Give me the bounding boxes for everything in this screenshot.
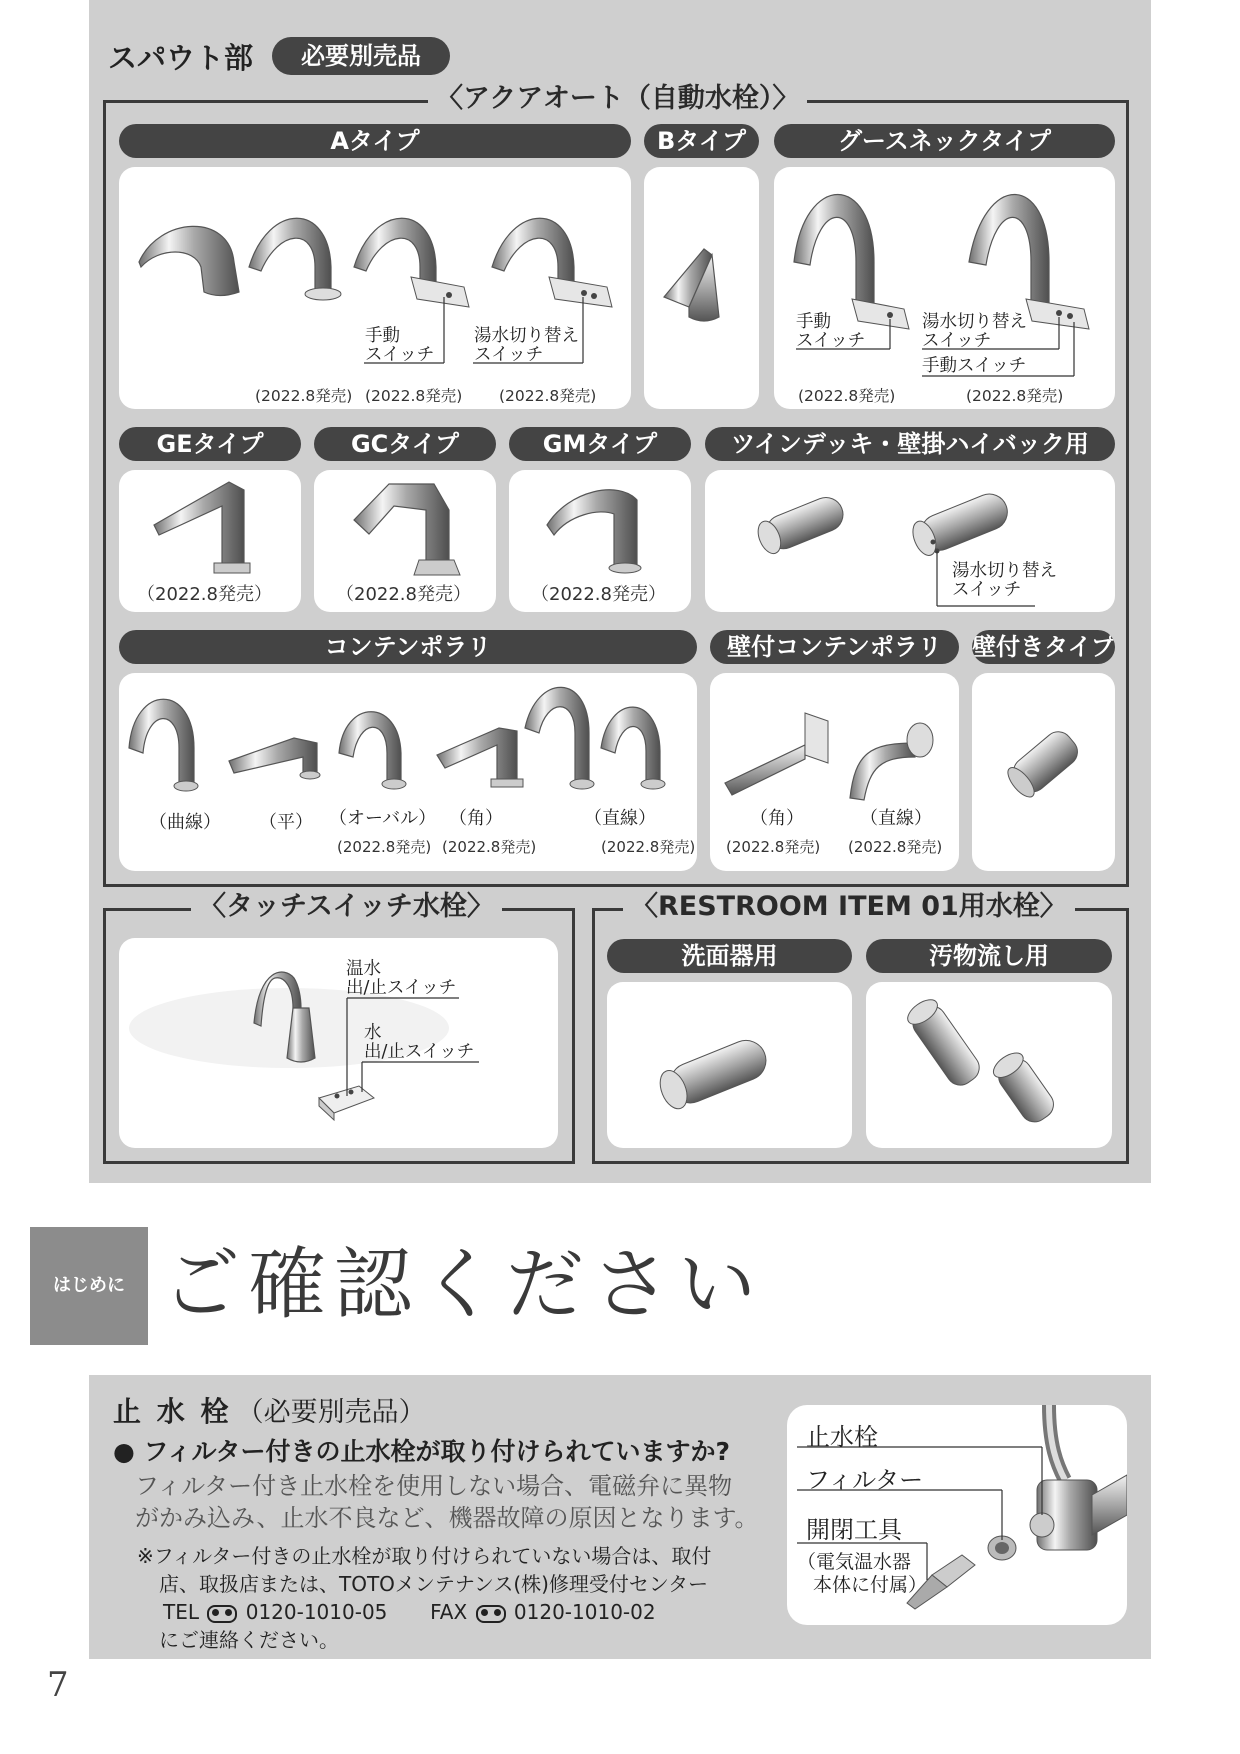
stopcock-title-note: （必要別売品） [236, 1397, 426, 1428]
release-date: (2022.8発売) [337, 838, 432, 856]
stopcock-contact: にご連絡ください。 [159, 1628, 339, 1652]
release-date: （2022.8発売） [336, 584, 471, 605]
manual-switch-label: スイッチ [365, 345, 435, 365]
washbasin-faucet [607, 982, 852, 1148]
manual-switch-label: 手動 [796, 312, 831, 332]
release-date: (2022.8発売) [798, 387, 896, 405]
release-date: （2022.8発売） [531, 584, 666, 605]
b-type-panel [644, 167, 759, 409]
release-date: (2022.8発売) [601, 838, 696, 856]
section-tag: はじめに [30, 1227, 148, 1345]
release-date: (2022.8発売) [255, 387, 353, 405]
page-heading: ご確認ください [162, 1240, 765, 1330]
release-date: (2022.8発売) [442, 838, 537, 856]
free-dial-icon [207, 1605, 237, 1623]
wall-contemporary-panel [710, 673, 959, 871]
touch-faucet [119, 938, 558, 1148]
contemporary-straight-label: （直線） [584, 808, 656, 829]
tel-label: TEL [163, 1600, 199, 1624]
b-type-faucet [644, 167, 759, 409]
tab-twin-deck: ツインデッキ・壁掛ハイバック用 [705, 427, 1115, 461]
release-date: （2022.8発売） [137, 584, 272, 605]
hot-cold-switch-label: スイッチ [922, 331, 992, 351]
free-dial-icon [476, 1605, 506, 1623]
tab-slop-sink: 汚物流し用 [866, 939, 1112, 973]
contemporary-flat-label: （平） [259, 812, 313, 833]
manual-switch-label: 手動 [365, 326, 400, 346]
hot-cold-switch-label: 湯水切り替え [952, 561, 1057, 581]
tab-contemporary: コンテンポラリ [119, 630, 697, 664]
water-switch-label: 水 [364, 1023, 382, 1043]
slop-sink-faucets [866, 982, 1112, 1148]
hot-water-switch-label: 出/止スイッチ [346, 978, 457, 998]
page-number: 7 [47, 1665, 69, 1705]
aqua-auto-title: 〈アクアオート（自動水栓）〉 [428, 83, 807, 115]
ge-type-panel [119, 470, 301, 612]
spout-title: スパウト部 [108, 41, 254, 75]
tab-gooseneck-type: グースネックタイプ [774, 124, 1115, 158]
stopcock-title: 止 水 栓 [113, 1395, 232, 1428]
release-date: (2022.8発売) [966, 387, 1064, 405]
a-type-faucets [119, 167, 631, 409]
valve-label: 止水栓 [806, 1423, 878, 1451]
contemporary-square-label: （角） [449, 808, 503, 829]
touch-switch-title: 〈タッチスイッチ水栓〉 [191, 891, 502, 923]
tool-note: （電気温水器 [797, 1551, 912, 1573]
tab-washbasin: 洗面器用 [607, 939, 852, 973]
slop-sink-panel [866, 982, 1112, 1148]
stopcock-note-line: ※フィルター付きの止水栓が取り付けられていない場合は、取付 [137, 1544, 712, 1568]
tab-gc-type: GCタイプ [314, 427, 496, 461]
touch-switch-panel [119, 938, 558, 1148]
water-switch-label: 出/止スイッチ [364, 1042, 475, 1062]
wall-straight-label: （直線） [860, 808, 932, 829]
a-type-panel [119, 167, 631, 409]
tab-wall-contemporary: 壁付コンテンポラリ [710, 630, 959, 664]
release-date: (2022.8発売) [848, 838, 943, 856]
sold-separately-badge: 必要別売品 [272, 37, 450, 75]
filter-label: フィルター [806, 1466, 924, 1494]
stopcock-note-line: 店、取扱店または、TOTOメンテナンス(株)修理受付センター [159, 1572, 709, 1596]
stopcock-body-line: フィルター付き止水栓を使用しない場合、電磁弁に異物 [135, 1472, 733, 1500]
restroom-item-title: 〈RESTROOM ITEM 01用水栓〉 [623, 891, 1075, 923]
hot-cold-switch-label: 湯水切り替え [922, 312, 1027, 332]
release-date: (2022.8発売) [726, 838, 821, 856]
hot-cold-switch-label: スイッチ [474, 345, 544, 365]
stopcock-diagram-panel [787, 1405, 1127, 1625]
tool-label: 開閉工具 [806, 1516, 902, 1544]
manual-switch-label: 手動スイッチ [922, 356, 1027, 376]
gm-type-panel [509, 470, 691, 612]
stopcock-question: フィルター付きの止水栓が取り付けられていますか? [143, 1437, 731, 1466]
manual-switch-label: スイッチ [796, 331, 866, 351]
fax-label: FAX [430, 1600, 468, 1624]
tab-wall-type: 壁付きタイプ [972, 630, 1115, 664]
contemporary-oval-label: （オーバル） [329, 808, 437, 829]
release-date: (2022.8発売) [499, 387, 597, 405]
tel-number: 0120-1010-05 [245, 1600, 388, 1624]
fax-number: 0120-1010-02 [513, 1600, 656, 1624]
release-date: (2022.8発売) [365, 387, 463, 405]
tab-gm-type: GMタイプ [509, 427, 691, 461]
twin-deck-panel [705, 470, 1115, 612]
stopcock-body-line: がかみ込み、止水不良など、機器故障の原因となります。 [135, 1504, 759, 1532]
wall-square-label: （角） [750, 808, 804, 829]
washbasin-panel [607, 982, 852, 1148]
tool-note: 本体に付属） [813, 1574, 928, 1596]
tab-ge-type: GEタイプ [119, 427, 301, 461]
tab-b-type: Bタイプ [644, 124, 759, 158]
hot-cold-switch-label: 湯水切り替え [474, 326, 579, 346]
contemporary-curved-label: （曲線） [149, 812, 221, 833]
gooseneck-panel [774, 167, 1115, 409]
bullet-icon: ● [113, 1437, 135, 1466]
tab-a-type: Aタイプ [119, 124, 631, 158]
contemporary-panel [119, 673, 697, 871]
hot-water-switch-label: 温水 [346, 959, 381, 979]
wall-type-panel [972, 673, 1115, 871]
wall-type-faucet [972, 673, 1115, 871]
hot-cold-switch-label: スイッチ [952, 580, 1022, 600]
gc-type-panel [314, 470, 496, 612]
